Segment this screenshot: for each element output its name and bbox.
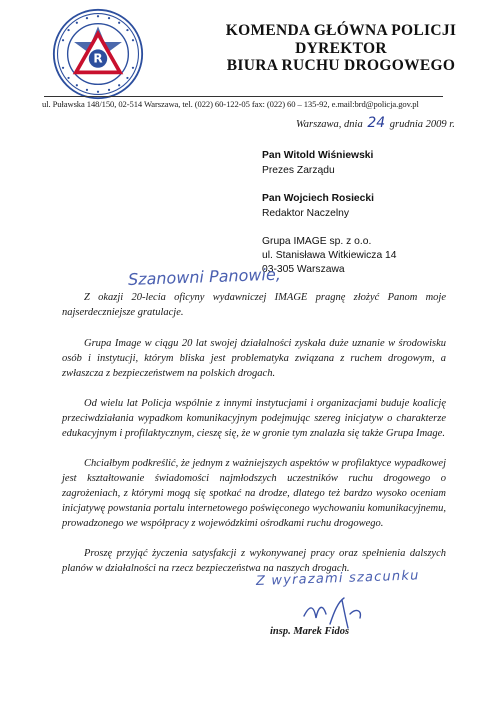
- paragraph-1: Z okazji 20-lecia oficyny wydawniczej IMAGE pragnę złożyć Panom moje najserdeczniejsze gratulacje.: [62, 292, 446, 318]
- salutation-handwritten: Szanowni Panowie,: [127, 264, 282, 289]
- header-line-1: KOMENDA GŁÓWNA POLICJI: [225, 22, 457, 39]
- header-line-2: DYREKTOR: [295, 40, 387, 57]
- recipient-city: 03-305 Warszawa: [262, 264, 345, 275]
- recipient-2-title: Redaktor Naczelny: [262, 208, 349, 219]
- paragraph-3: Od wielu lat Policja wspólnie z innymi instytucjami i organizacjami buduje koalicję przeciwdziałania wypadkom komunikacyjnym podejmując szereg inicjatyw o charakterze edukacyjnym i profilaktycznym, cieszę się, że w gronie tym znalazła się także Grupa Image.: [62, 398, 446, 439]
- police-emblem-icon: [52, 8, 144, 100]
- contact-line: ul. Puławska 148/150, 02-514 Warszawa, tel. (022) 60-122-05 fax: (022) 60 – 135-92, e.mail:brd@policja.gov.pl: [42, 99, 419, 109]
- date-suffix: grudnia 2009 r.: [389, 119, 455, 130]
- signature-icon: [300, 596, 380, 630]
- recipient-1-title: Prezes Zarządu: [262, 165, 335, 176]
- date-day-handwritten: 24: [367, 115, 386, 131]
- date-line: [296, 115, 455, 131]
- recipient-company: Grupa IMAGE sp. z o.o.: [262, 236, 372, 247]
- recipient-street: ul. Stanisława Witkiewicza 14: [262, 250, 397, 261]
- recipient-1-name: Pan Witold Wiśniewski: [262, 150, 374, 161]
- paragraph-2: Grupa Image w ciągu 20 lat swojej działalności zyskała duże uznanie w środowisku osób i instytucji, którym bliska jest problematyka związana z ruchem drogowym, a zwłaszcza z bezpieczeństwem na polskich drogach.: [62, 338, 446, 379]
- paragraph-4: Chciałbym podkreślić, że jednym z ważniejszych aspektów w profilaktyce wypadkowej jest kształtowanie świadomości najmłodszych uczestników ruchu drogowego o zagrożeniach, z którymi mogą się spotkać na drodze, dlatego też bardzo wysoko oceniam inicjatywę powstania portalu internetowego poświęconego wychowaniu komunikacyjnemu, prowadzonego we współpracy z wojewódzkimi ośrodkami ruchu drogowego.: [62, 458, 446, 529]
- date-prefix: Warszawa, dnia: [296, 119, 363, 130]
- closing-handwritten: Z wyrazami szacunku: [255, 568, 420, 589]
- header-divider: [44, 96, 443, 97]
- recipient-2-name: Pan Wojciech Rosiecki: [262, 193, 374, 204]
- emblem-letter: R: [93, 51, 103, 66]
- header-line-3: BIURA RUCHU DROGOWEGO: [226, 57, 456, 74]
- paragraph-5: Proszę przyjąć życzenia satysfakcji z wykonywanej pracy oraz spełnienia dalszych planów w działalności na rzecz bezpieczeństwa na naszych drogach.: [62, 548, 446, 574]
- signatory-name: insp. Marek Fidos: [270, 626, 350, 637]
